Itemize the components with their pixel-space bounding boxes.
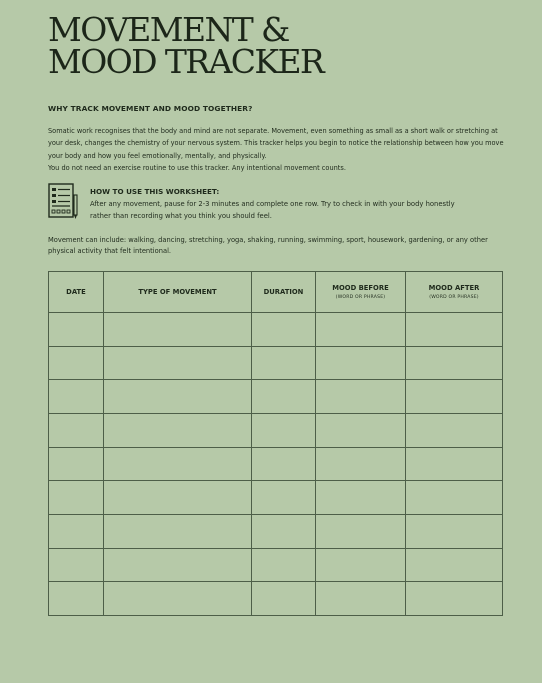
cell-mood-before[interactable] <box>316 582 406 616</box>
cell-mood-after[interactable] <box>406 346 503 380</box>
cell-type-of-movement[interactable] <box>104 548 252 582</box>
cell-date[interactable] <box>49 514 104 548</box>
cell-mood-before[interactable] <box>316 514 406 548</box>
cell-duration[interactable] <box>252 346 316 380</box>
howto-heading: HOW TO USE THIS WORKSHEET: <box>90 187 220 196</box>
cell-type-of-movement[interactable] <box>104 380 252 414</box>
cell-date[interactable] <box>49 481 104 515</box>
cell-type-of-movement[interactable] <box>104 514 252 548</box>
column-header-mood-after: MOOD AFTER (WORD OR PHRASE) <box>406 272 503 313</box>
cell-mood-before[interactable] <box>316 447 406 481</box>
title-line-2: MOOD TRACKER <box>48 42 324 81</box>
table-row <box>49 346 503 380</box>
cell-mood-after[interactable] <box>406 514 503 548</box>
cell-duration[interactable] <box>252 380 316 414</box>
cell-mood-after[interactable] <box>406 413 503 447</box>
table-row <box>49 548 503 582</box>
table-row <box>49 447 503 481</box>
tracker-body <box>49 313 503 616</box>
cell-duration[interactable] <box>252 481 316 515</box>
column-header-date: DATE <box>49 272 104 313</box>
worksheet-pencil-icon <box>48 183 79 221</box>
cell-duration[interactable] <box>252 413 316 447</box>
mood-after-subtext: (WORD OR PHRASE) <box>429 295 479 300</box>
cell-date[interactable] <box>49 413 104 447</box>
cell-mood-after[interactable] <box>406 447 503 481</box>
cell-mood-after[interactable] <box>406 380 503 414</box>
table-row <box>49 514 503 548</box>
cell-type-of-movement[interactable] <box>104 481 252 515</box>
movement-includes-text: Movement can include: walking, dancing, stretching, yoga, shaking, running, swimming, sport, housework, gardening, or any other physical activity that felt intentional. <box>48 236 488 255</box>
cell-type-of-movement[interactable] <box>104 582 252 616</box>
cell-duration[interactable] <box>252 313 316 347</box>
column-header-type-of-movement: TYPE OF MOVEMENT <box>104 272 252 313</box>
cell-duration[interactable] <box>252 514 316 548</box>
cell-date[interactable] <box>49 313 104 347</box>
cell-date[interactable] <box>49 548 104 582</box>
cell-mood-before[interactable] <box>316 481 406 515</box>
why-heading: WHY TRACK MOVEMENT AND MOOD TOGETHER? <box>48 104 253 113</box>
howto-text: After any movement, pause for 2-3 minutes and complete one row. Try to check in with your body honestly rather than recording what you think you should feel. <box>90 200 455 220</box>
cell-date[interactable] <box>49 346 104 380</box>
cell-type-of-movement[interactable] <box>104 413 252 447</box>
table-header-row <box>49 272 503 313</box>
cell-mood-after[interactable] <box>406 481 503 515</box>
cell-type-of-movement[interactable] <box>104 346 252 380</box>
cell-type-of-movement[interactable] <box>104 313 252 347</box>
mood-before-subtext: (WORD OR PHRASE) <box>335 295 386 300</box>
tracker-table <box>48 271 503 616</box>
cell-mood-before[interactable] <box>316 548 406 582</box>
cell-mood-before[interactable] <box>316 380 406 414</box>
cell-mood-before[interactable] <box>316 413 406 447</box>
cell-mood-after[interactable] <box>406 582 503 616</box>
cell-duration[interactable] <box>252 582 316 616</box>
table-row <box>49 313 503 347</box>
cell-type-of-movement[interactable] <box>104 447 252 481</box>
cell-mood-after[interactable] <box>406 548 503 582</box>
table-row <box>49 582 503 616</box>
page-title <box>48 10 324 81</box>
intro-text <box>48 125 504 175</box>
table-row <box>49 413 503 447</box>
cell-mood-before[interactable] <box>316 313 406 347</box>
cell-duration[interactable] <box>252 447 316 481</box>
cell-date[interactable] <box>49 582 104 616</box>
intro-paragraph-1: Somatic work recognises that the body and mind are not separate. Movement, even something as small as a short walk or stretching at your desk, changes the chemistry of your nervous system. This tracker helps you begin to notice the relationship between how you move your body and how you feel emotionally, mentally, and physically. <box>48 127 504 160</box>
table-row <box>49 380 503 414</box>
cell-duration[interactable] <box>252 548 316 582</box>
cell-date[interactable] <box>49 380 104 414</box>
column-header-mood-before: MOOD BEFORE (WORD OR PHRASE) <box>316 272 406 313</box>
table-row <box>49 481 503 515</box>
title-line-1: MOVEMENT & <box>48 10 289 49</box>
cell-mood-before[interactable] <box>316 346 406 380</box>
cell-date[interactable] <box>49 447 104 481</box>
cell-mood-after[interactable] <box>406 313 503 347</box>
intro-paragraph-2: You do not need an exercise routine to use this tracker. Any intentional movement counts. <box>48 164 346 173</box>
column-header-duration: DURATION <box>252 272 316 313</box>
